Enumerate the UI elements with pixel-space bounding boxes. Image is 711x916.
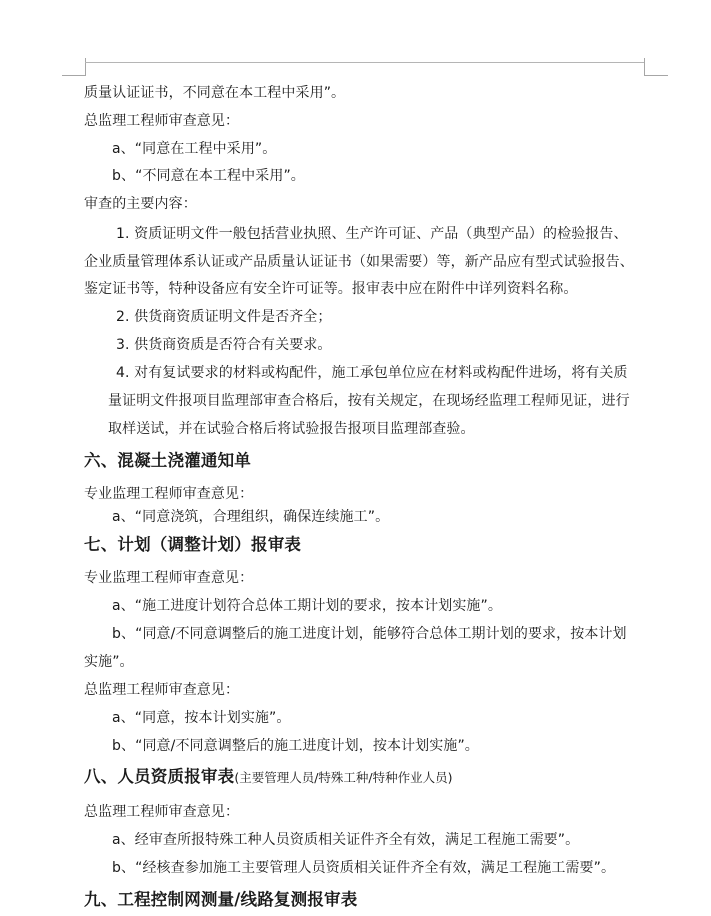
text-line: 企业质量管理体系认证或产品质量认证证书（如果需要）等，新产品应有型式试验报告、: [84, 254, 634, 270]
margin-mark-top-left-horizontal: [62, 75, 86, 76]
text-line: 专业监理工程师审查意见：: [84, 486, 254, 502]
section-heading: [84, 767, 453, 788]
text-line: 量证明文件报项目监理部审查合格后，按有关规定，在现场经监理工程师见证，进行: [108, 393, 630, 409]
text-line: b、“不同意在本工程中采用”。: [112, 168, 305, 184]
margin-mark-top-right-horizontal: [644, 75, 668, 76]
text-line: a、“同意浇筑，合理组织，确保连续施工”。: [112, 509, 390, 525]
text-line: a、经审查所报特殊工种人员资质相关证件齐全有效，满足工程施工需要”。: [112, 832, 580, 848]
margin-mark-top-right-vertical: [644, 58, 645, 76]
text-line: a、“同意，按本计划实施”。: [112, 710, 291, 726]
section-heading: 七、计划（调整计划）报审表: [84, 535, 302, 554]
text-line: 取样送试，并在试验合格后将试验报告报项目监理部查验。: [108, 421, 475, 437]
text-line: 1. 资质证明文件一般包括营业执照、生产许可证、产品（典型产品）的检验报告、: [116, 226, 628, 242]
header-boundary-line: [85, 62, 645, 63]
text-line: 鉴定证书等，特种设备应有安全许可证等。报审表中应在附件中详列资料名称。: [84, 281, 578, 297]
text-line: 总监理工程师审查意见：: [84, 682, 240, 698]
text-line: 4. 对有复试要求的材料或构配件，施工承包单位应在材料或构配件进场，将有关质: [116, 365, 628, 381]
section-heading-subtitle: (主要管理人员/特殊工种/特种作业人员): [234, 770, 453, 785]
text-line: 实施”。: [84, 654, 134, 670]
text-line: 总监理工程师审查意见：: [84, 804, 240, 820]
section-heading-title: 八、人员资质报审表: [84, 767, 235, 786]
text-line: b、“经核查参加施工主要管理人员资质相关证件齐全有效，满足工程施工需要”。: [112, 860, 616, 876]
text-line: a、“施工进度计划符合总体工期计划的要求，按本计划实施”。: [112, 598, 502, 614]
text-line: 专业监理工程师审查意见：: [84, 570, 254, 586]
text-line: 审查的主要内容：: [84, 196, 197, 212]
text-line: a、“同意在工程中采用”。: [112, 141, 277, 157]
text-line: 总监理工程师审查意见：: [84, 113, 240, 129]
text-line: 2. 供货商资质证明文件是否齐全；: [116, 309, 332, 325]
text-line: b、“同意/不同意调整后的施工进度计划，能够符合总体工期计划的要求，按本计划: [112, 626, 627, 642]
text-line: 3. 供货商资质是否符合有关要求。: [116, 337, 332, 353]
text-line: b、“同意/不同意调整后的施工进度计划，按本计划实施”。: [112, 738, 479, 754]
section-heading: 六、混凝土浇灌通知单: [84, 451, 251, 470]
text-line: 质量认证证书，不同意在本工程中采用”。: [84, 85, 346, 101]
section-heading: 九、工程控制网测量/线路复测报审表: [84, 890, 358, 909]
margin-mark-top-left-vertical: [85, 58, 86, 76]
